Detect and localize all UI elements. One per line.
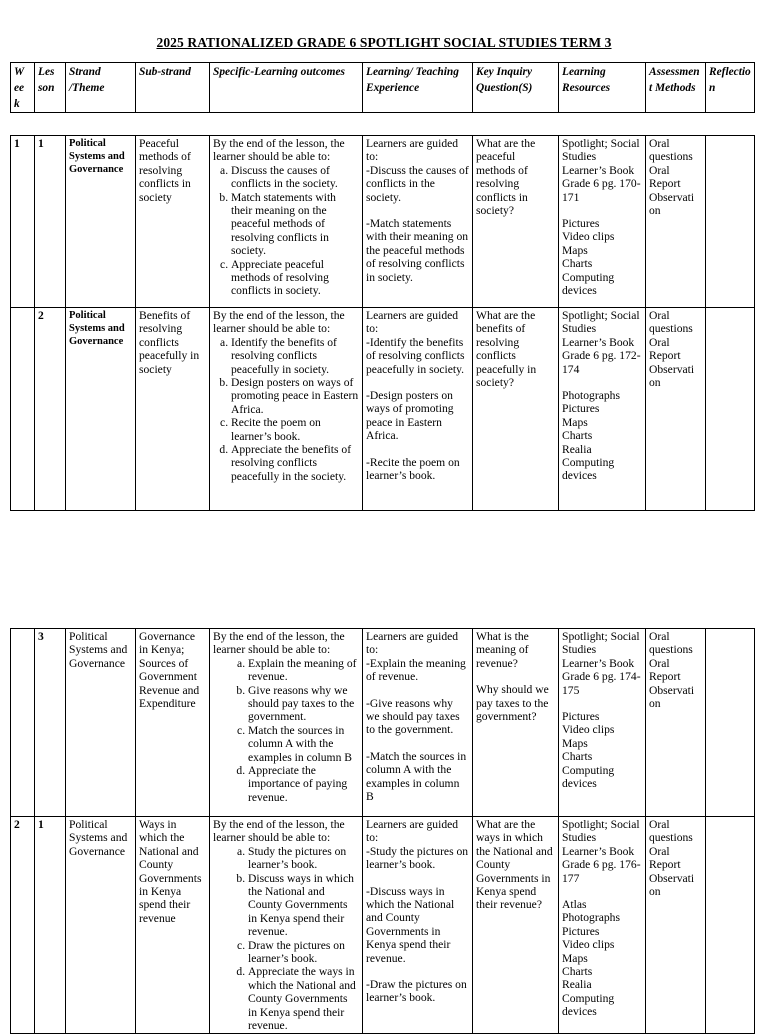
experience-line: -Explain the meaning of revenue. (366, 656, 466, 684)
table-row (11, 817, 755, 1034)
resource-item: Spotlight; Social Studies Learner’s Book Grade 6 pg. 176-177 (562, 818, 641, 885)
outcome-item: c. Appreciate peaceful methods of resolving conflicts in society. (231, 258, 359, 298)
spacer (562, 376, 642, 389)
header-resources: Learning Resources (559, 63, 646, 113)
experience-cell (363, 308, 473, 511)
outcomes-cell (210, 629, 363, 817)
assessment-item: Observati on (649, 190, 695, 218)
resource-item: Realia (562, 442, 592, 456)
resource-item: Pictures (562, 402, 600, 416)
inquiry-cell (473, 308, 559, 511)
week-cell: 2 (11, 817, 35, 1034)
week-cell (11, 629, 35, 817)
inquiry-question: What are the ways in which the National and County Governments in Kenya spend their revenue? (476, 818, 553, 912)
week-cell (11, 308, 35, 511)
inquiry-question: Why should we pay taxes to the government? (476, 683, 549, 724)
assessment-item: Oral Report (649, 335, 681, 363)
outcomes-cell (210, 817, 363, 1034)
resource-item: Photographs (562, 911, 620, 925)
strand-cell: Political Systems and Governance (66, 308, 136, 511)
inquiry-question: What are the peaceful methods of resolving conflicts in society? (476, 137, 536, 218)
resource-item: Video clips (562, 230, 615, 244)
resource-item: Charts (562, 257, 593, 271)
resource-item: Spotlight; Social Studies Learner’s Book Grade 6 pg. 174-175 (562, 630, 641, 697)
substrand-cell: Benefits of resolving conflicts peacefully in society (136, 308, 210, 511)
experience-line: Learners are guided to: (366, 818, 459, 845)
experience-line: -Match the sources in column A with the examples in column B (366, 749, 467, 804)
header-reflection: Reflectio n (706, 63, 755, 113)
spacer (366, 443, 469, 456)
outcome-item: c. Recite the poem on learner’s book. (231, 416, 359, 443)
inquiry-cell (473, 136, 559, 308)
experience-line: -Identify the benefits of resolving conflicts peacefully in society. (366, 335, 465, 376)
resources-cell (559, 817, 646, 1034)
outcomes-list (213, 657, 359, 804)
resource-item: Photographs (562, 389, 620, 403)
resource-item: Atlas (562, 898, 587, 912)
resources-cell (559, 136, 646, 308)
assessment-item: Oral Report (649, 844, 681, 872)
reflection-cell (706, 136, 755, 308)
inquiry-cell (473, 817, 559, 1034)
resource-item: Charts (562, 750, 593, 764)
lesson-table-1 (10, 135, 755, 511)
strand-cell: Political Systems and Governance (66, 817, 136, 1034)
outcome-item: b. Design posters on ways of promoting peace in Eastern Africa. (231, 376, 359, 416)
experience-line: -Discuss the causes of conflicts in the society. (366, 163, 469, 204)
assessment-cell (646, 629, 706, 817)
resource-item: Maps (562, 951, 588, 965)
outcomes-intro: By the end of the lesson, the learner should be able to: (213, 630, 345, 657)
resource-item: Spotlight; Social Studies Learner’s Book Grade 6 pg. 172-174 (562, 309, 641, 376)
outcomes-cell (210, 136, 363, 308)
experience-line: -Give reasons why we should pay taxes to the government. (366, 696, 460, 737)
assessment-cell (646, 308, 706, 511)
resource-item: Video clips (562, 723, 615, 737)
spacer (366, 737, 469, 750)
resource-item: Maps (562, 736, 588, 750)
outcome-item: b. Discuss ways in which the National and County Governments in Kenya spend their revenue. (248, 872, 359, 939)
experience-line: -Study the pictures on learner’s book. (366, 844, 469, 872)
document-title: 2025 RATIONALIZED GRADE 6 SPOTLIGHT SOCIAL STUDIES TERM 3 (156, 35, 612, 50)
resource-item: Computing devices (562, 456, 615, 483)
spacer (366, 204, 469, 217)
resources-cell (559, 308, 646, 511)
outcome-item: d. Appreciate the importance of paying revenue. (248, 764, 359, 804)
header-lesson: Les son (35, 63, 66, 113)
experience-line: Learners are guided to: (366, 630, 459, 657)
outcome-item: a. Study the pictures on learner’s book. (248, 845, 359, 872)
assessment-item: Oral Report (649, 656, 681, 684)
spacer (366, 965, 469, 978)
outcome-item: c. Draw the pictures on learner’s book. (248, 939, 359, 966)
table-row (11, 629, 755, 817)
assessment-item: Oral Report (649, 163, 681, 191)
assessment-item: Oral questions (649, 818, 693, 845)
outcome-item: a. Discuss the causes of conflicts in the society. (231, 164, 359, 191)
outcome-item: d. Appreciate the benefits of resolving conflicts peacefully in the society. (231, 443, 359, 483)
strand-cell: Political Systems and Governance (66, 629, 136, 817)
outcomes-intro: By the end of the lesson, the learner should be able to: (213, 309, 345, 336)
resource-item: Maps (562, 415, 588, 429)
experience-cell (363, 817, 473, 1034)
header-inquiry: Key Inquiry Question(S) (473, 63, 559, 113)
lesson-cell: 1 (35, 817, 66, 1034)
table-row (11, 308, 755, 511)
header-experience: Learning/ Teaching Experience (363, 63, 473, 113)
experience-line: Learners are guided to: (366, 137, 459, 164)
substrand-cell: Governance in Kenya; Sources of Government Revenue and Expenditure (136, 629, 210, 817)
substrand-cell: Peaceful methods of resolving conflicts in society (136, 136, 210, 308)
outcome-item: d. Appreciate the ways in which the National and County Governments in Kenya spend their revenue. (248, 965, 359, 1032)
resource-item: Computing devices (562, 763, 615, 791)
assessment-cell (646, 136, 706, 308)
lesson-table-2 (10, 628, 755, 1034)
assessment-item: Oral questions (649, 137, 693, 164)
inquiry-question: What are the benefits of resolving conflicts peacefully in society? (476, 309, 537, 390)
assessment-item: Oral questions (649, 630, 693, 657)
spacer (366, 376, 469, 389)
resource-item: Pictures (562, 924, 600, 938)
header-strand: Strand /Theme (66, 63, 136, 113)
lesson-cell: 2 (35, 308, 66, 511)
outcomes-cell (210, 308, 363, 511)
experience-line: -Draw the pictures on learner’s book. (366, 978, 467, 1005)
week-cell: 1 (11, 136, 35, 308)
spacer (366, 872, 469, 885)
assessment-item: Observati on (649, 683, 695, 711)
assessment-item: Oral questions (649, 309, 693, 336)
outcome-item: b. Give reasons why we should pay taxes to the government. (248, 684, 359, 724)
reflection-cell (706, 629, 755, 817)
substrand-cell: Ways in which the National and County Governments in Kenya spend their revenue (136, 817, 210, 1034)
lesson-cell: 1 (35, 136, 66, 308)
assessment-cell (646, 817, 706, 1034)
spacer (562, 885, 642, 898)
outcome-item: c. Match the sources in column A with the examples in column B (248, 724, 359, 764)
resource-item: Spotlight; Social Studies Learner’s Book Grade 6 pg. 170-171 (562, 137, 641, 204)
outcomes-intro: By the end of the lesson, the learner should be able to: (213, 818, 345, 845)
resource-item: Charts (562, 965, 593, 979)
outcome-item: a. Identify the benefits of resolving conflicts peacefully in society. (231, 336, 359, 376)
header-table (10, 62, 755, 113)
outcome-item: b. Match statements with their meaning on the peaceful methods of resolving conflicts in society. (231, 191, 359, 258)
header-substrand: Sub-strand (136, 63, 210, 113)
header-week: W ee k (11, 63, 35, 113)
outcomes-list (213, 336, 359, 483)
reflection-cell (706, 817, 755, 1034)
resource-item: Video clips (562, 938, 615, 952)
outcomes-list (213, 845, 359, 1033)
experience-cell (363, 629, 473, 817)
lesson-cell: 3 (35, 629, 66, 817)
experience-line: -Design posters on ways of promoting peace in Eastern Africa. (366, 389, 454, 443)
resource-item: Pictures (562, 710, 600, 724)
outcomes-list (213, 164, 359, 298)
resource-item: Computing devices (562, 991, 615, 1019)
spacer (366, 684, 469, 697)
spacer (476, 670, 555, 683)
experience-line: Learners are guided to: (366, 309, 459, 336)
strand-cell: Political Systems and Governance (66, 136, 136, 308)
resource-item: Realia (562, 978, 592, 992)
header-assessment: Assessment Methods (646, 63, 706, 113)
resource-item: Pictures (562, 217, 600, 231)
header-row (11, 63, 755, 113)
experience-line: -Match statements with their meaning on the peaceful methods of resolving conflicts in society. (366, 217, 469, 284)
resource-item: Charts (562, 429, 593, 443)
resource-item: Computing devices (562, 270, 615, 298)
reflection-cell (706, 308, 755, 511)
experience-line: -Discuss ways in which the National and County Governments in Kenya spend their revenue. (366, 884, 455, 965)
spacer (562, 204, 642, 217)
inquiry-cell (473, 629, 559, 817)
outcomes-intro: By the end of the lesson, the learner should be able to: (213, 137, 345, 164)
inquiry-question: What is the meaning of revenue? (476, 630, 529, 670)
resources-cell (559, 629, 646, 817)
outcome-item: a. Explain the meaning of revenue. (248, 657, 359, 684)
experience-cell (363, 136, 473, 308)
table-row (11, 136, 755, 308)
assessment-item: Observati on (649, 362, 695, 390)
header-outcomes: Specific-Learning outcomes (210, 63, 363, 113)
assessment-item: Observati on (649, 871, 695, 899)
spacer (562, 697, 642, 710)
experience-line: -Recite the poem on learner’s book. (366, 455, 460, 483)
resource-item: Maps (562, 243, 588, 257)
